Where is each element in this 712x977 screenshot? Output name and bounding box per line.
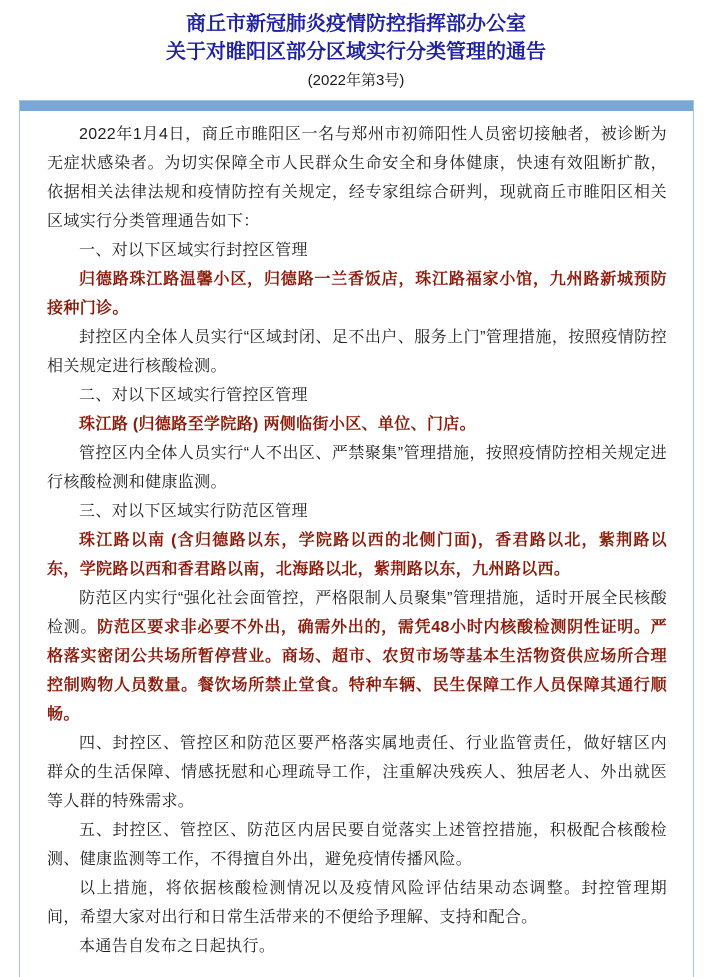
content-top-bar bbox=[20, 101, 693, 111]
body-text-run: 2022年1月4日，商丘市睢阳区一名与郑州市初筛阳性人员密切接触者，被诊断为无症状感染者。为切实保障全市人民群众生命安全和身体健康，快速有效阻断扩散，依据相关法律法规和疫情防控有关规定，经专家组综合研判，现就商丘市睢阳区相关区域实行分类管理通告如下： bbox=[47, 126, 667, 230]
body-text-run: 防范区内实行“强化社会面管控，严格限制人员聚集”管理措施，适时开展全民核酸检测。 bbox=[47, 590, 667, 636]
body-text-run: 五、封控区、管控区、防范区内居民要自觉落实上述管控措施，积极配合核酸检测、健康监测等工作，不得擅自外出，避免疫情传播风险。 bbox=[47, 822, 667, 868]
notice-content-box bbox=[19, 100, 694, 977]
notice-paragraph bbox=[47, 497, 667, 526]
notice-paragraph bbox=[47, 584, 667, 729]
notice-paragraph bbox=[47, 932, 667, 961]
body-text-run: 以上措施，将依据核酸检测情况以及疫情风险评估结果动态调整。封控管理期间，希望大家对出行和日常生活带来的不便给予理解、支持和配合。 bbox=[47, 880, 667, 926]
notice-paragraph bbox=[47, 265, 667, 323]
notice-body bbox=[20, 111, 693, 961]
body-text-run: 四、封控区、管控区和防范区要严格落实属地责任、行业监管责任，做好辖区内群众的生活保障、情感抚慰和心理疏导工作，注重解决残疾人、独居老人、外出就医等人群的特殊需求。 bbox=[47, 735, 667, 810]
body-text-run: 三、对以下区域实行防范区管理 bbox=[79, 503, 308, 520]
notice-paragraph bbox=[47, 729, 667, 816]
body-text-run: 一、对以下区域实行封控区管理 bbox=[79, 242, 308, 259]
body-text-run: 封控区内全体人员实行“区域封闭、足不出户、服务上门”管理措施，按照疫情防控相关规定进行核酸检测。 bbox=[47, 329, 667, 375]
body-text-run: 二、对以下区域实行管控区管理 bbox=[79, 387, 308, 404]
notice-paragraph bbox=[47, 439, 667, 497]
notice-paragraph bbox=[47, 526, 667, 584]
highlighted-text-run: 归德路珠江路温馨小区，归德路一兰香饭店，珠江路福家小馆，九州路新城预防接种门诊。 bbox=[47, 271, 667, 317]
notice-paragraph bbox=[47, 874, 667, 932]
notice-paragraph bbox=[47, 410, 667, 439]
highlighted-text-run: 珠江路以南 (含归德路以东，学院路以西的北侧门面)，香君路以北，紫荆路以东，学院路以西和香君路以南，北海路以北，紫荆路以东，九州路以西。 bbox=[47, 532, 667, 578]
notice-paragraph bbox=[47, 381, 667, 410]
highlighted-text-run: 珠江路 (归德路至学院路) 两侧临街小区、单位、门店。 bbox=[79, 416, 476, 433]
notice-paragraph bbox=[47, 816, 667, 874]
notice-paragraph bbox=[47, 236, 667, 265]
body-text-run: 本通告自发布之日起执行。 bbox=[79, 938, 276, 955]
body-text-run: 管控区内全体人员实行“人不出区、严禁聚集”管理措施，按照疫情防控相关规定进行核酸检测和健康监测。 bbox=[47, 445, 667, 491]
doc-number: (2022年第3号) bbox=[307, 72, 405, 89]
highlighted-text-run: 防范区要求非必要不外出，确需外出的，需凭48小时内核酸检测阴性证明。严格落实密闭公共场所暂停营业。商场、超市、农贸市场等基本生活物资供应场所合理控制购物人员数量。餐饮场所禁止堂食。特种车辆、民生保障工作人员保障其通行顺畅。 bbox=[47, 619, 667, 723]
notice-paragraph bbox=[47, 120, 667, 236]
notice-title-line1: 商丘市新冠肺炎疫情防控指挥部办公室 bbox=[186, 13, 526, 35]
notice-paragraph bbox=[47, 323, 667, 381]
notice-title-line2: 关于对睢阳区部分区域实行分类管理的通告 bbox=[166, 41, 546, 63]
notice-header bbox=[0, 0, 712, 91]
